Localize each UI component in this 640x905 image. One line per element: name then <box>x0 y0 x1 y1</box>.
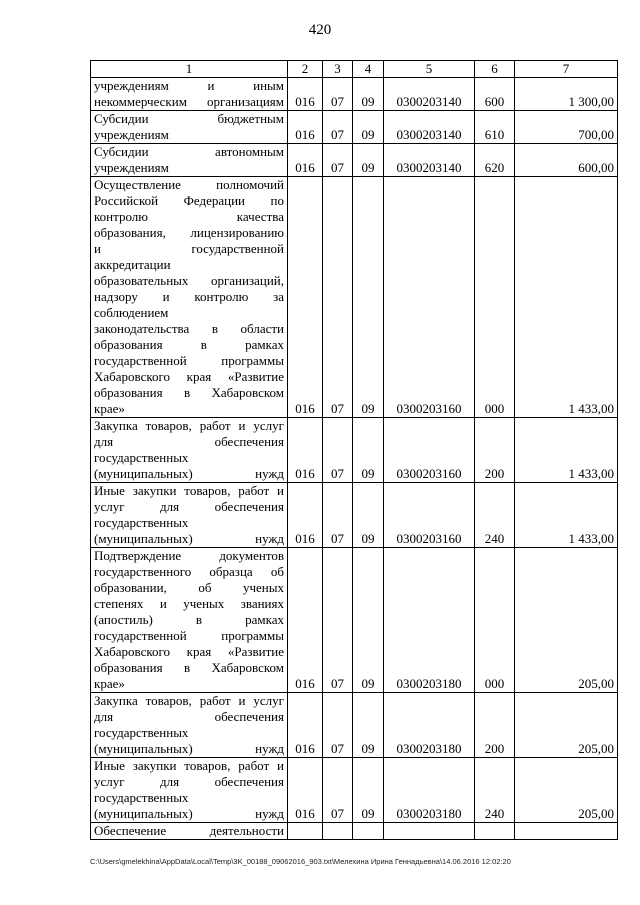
table-row <box>91 548 618 693</box>
row-description <box>91 177 288 418</box>
table-row <box>91 483 618 548</box>
section-code: 07 <box>323 144 353 177</box>
description-line: для обеспечения <box>94 709 284 724</box>
description-line: Осуществление полномочий <box>94 177 284 192</box>
file-path-footer: C:\Users\gmelekhina\AppData\Local\Temp\3K_00188_09062016_903.txt\Мелехина Ирина Геннадьевна\14.06.2016 12:02:20 <box>90 857 511 866</box>
amount: 205,00 <box>515 548 618 693</box>
amount: 1 433,00 <box>515 483 618 548</box>
ministry-code: 016 <box>288 483 323 548</box>
description-line: образовательных организаций, <box>94 273 284 288</box>
description-line: (апостиль) в рамках <box>94 612 284 627</box>
target-article-code: 0300203160 <box>384 177 475 418</box>
table-row <box>91 758 618 823</box>
budget-table <box>90 60 618 840</box>
ministry-code: 016 <box>288 693 323 758</box>
description-line: аккредитации <box>94 257 171 272</box>
description-line: Российской Федерации по <box>94 193 284 208</box>
row-description <box>91 78 288 111</box>
ministry-code: 016 <box>288 111 323 144</box>
target-article-code <box>384 823 475 840</box>
section-code: 07 <box>323 111 353 144</box>
description-line: контролю качества <box>94 209 284 224</box>
column-header-1: 1 <box>91 61 288 78</box>
page-number: 420 <box>308 22 332 38</box>
description-line: услуг для обеспечения <box>94 774 284 789</box>
description-line: учреждениям <box>94 127 169 142</box>
description-line: Обеспечение деятельности <box>94 823 284 838</box>
ministry-code: 016 <box>288 144 323 177</box>
column-header-2: 2 <box>288 61 323 78</box>
subsection-code: 09 <box>353 177 384 418</box>
ministry-code: 016 <box>288 78 323 111</box>
description-line: государственной программы <box>94 353 284 368</box>
row-description <box>91 823 288 840</box>
row-description <box>91 144 288 177</box>
description-line: Субсидии бюджетным <box>94 111 284 126</box>
target-article-code: 0300203180 <box>384 548 475 693</box>
row-description <box>91 483 288 548</box>
expense-type-code: 240 <box>475 483 515 548</box>
description-line: образования в Хабаровском <box>94 660 284 675</box>
expense-type-code: 610 <box>475 111 515 144</box>
description-line: (муниципальных) нужд <box>94 741 284 756</box>
column-header-4: 4 <box>353 61 384 78</box>
description-line: образовании, об ученых <box>94 580 284 595</box>
table-row <box>91 823 618 840</box>
target-article-code: 0300203180 <box>384 693 475 758</box>
expense-type-code: 000 <box>475 548 515 693</box>
subsection-code: 09 <box>353 693 384 758</box>
target-article-code: 0300203140 <box>384 144 475 177</box>
description-line: государственной программы <box>94 628 284 643</box>
section-code: 07 <box>323 78 353 111</box>
target-article-code: 0300203140 <box>384 78 475 111</box>
section-code: 07 <box>323 177 353 418</box>
row-description <box>91 111 288 144</box>
table-row <box>91 418 618 483</box>
amount: 600,00 <box>515 144 618 177</box>
description-line: некоммерческим организациям <box>94 94 284 109</box>
row-description <box>91 418 288 483</box>
amount: 205,00 <box>515 693 618 758</box>
table-row <box>91 111 618 144</box>
description-line: Субсидии автономным <box>94 144 284 159</box>
subsection-code: 09 <box>353 144 384 177</box>
description-line: (муниципальных) нужд <box>94 466 284 481</box>
expense-type-code: 620 <box>475 144 515 177</box>
description-line: крае» <box>94 676 125 691</box>
description-line: государственного образца об <box>94 564 284 579</box>
description-line: Хабаровского края «Развитие <box>94 644 284 659</box>
ministry-code <box>288 823 323 840</box>
amount: 700,00 <box>515 111 618 144</box>
subsection-code: 09 <box>353 548 384 693</box>
table-row <box>91 78 618 111</box>
section-code: 07 <box>323 548 353 693</box>
description-line: государственных <box>94 790 189 805</box>
section-code: 07 <box>323 758 353 823</box>
section-code: 07 <box>323 693 353 758</box>
table-row <box>91 693 618 758</box>
row-description <box>91 758 288 823</box>
ministry-code: 016 <box>288 758 323 823</box>
description-line: Подтверждение документов <box>94 548 284 563</box>
description-line: и государственной <box>94 241 284 256</box>
section-code: 07 <box>323 418 353 483</box>
subsection-code: 09 <box>353 418 384 483</box>
subsection-code: 09 <box>353 111 384 144</box>
ministry-code: 016 <box>288 548 323 693</box>
expense-type-code <box>475 823 515 840</box>
description-line: (муниципальных) нужд <box>94 531 284 546</box>
description-line: Закупка товаров, работ и услуг <box>94 693 284 708</box>
description-line: услуг для обеспечения <box>94 499 284 514</box>
amount: 1 433,00 <box>515 177 618 418</box>
row-description <box>91 548 288 693</box>
row-description <box>91 693 288 758</box>
subsection-code <box>353 823 384 840</box>
description-line: Закупка товаров, работ и услуг <box>94 418 284 433</box>
description-line: Иные закупки товаров, работ и <box>94 483 284 498</box>
amount: 1 300,00 <box>515 78 618 111</box>
amount <box>515 823 618 840</box>
section-code: 07 <box>323 483 353 548</box>
expense-type-code: 200 <box>475 418 515 483</box>
description-line: образования в Хабаровском <box>94 385 284 400</box>
description-line: образования в рамках <box>94 337 284 352</box>
ministry-code: 016 <box>288 177 323 418</box>
description-line: (муниципальных) нужд <box>94 806 284 821</box>
description-line: учреждениям <box>94 160 169 175</box>
target-article-code: 0300203160 <box>384 483 475 548</box>
description-line: государственных <box>94 725 189 740</box>
description-line: государственных <box>94 450 189 465</box>
target-article-code: 0300203180 <box>384 758 475 823</box>
column-header-5: 5 <box>384 61 475 78</box>
subsection-code: 09 <box>353 78 384 111</box>
description-line: крае» <box>94 401 125 416</box>
description-line: Хабаровского края «Развитие <box>94 369 284 384</box>
description-line: степенях и ученых званиях <box>94 596 284 611</box>
table-header-row <box>91 61 618 78</box>
table-row <box>91 177 618 418</box>
column-header-3: 3 <box>323 61 353 78</box>
subsection-code: 09 <box>353 483 384 548</box>
table-row <box>91 144 618 177</box>
column-header-6: 6 <box>475 61 515 78</box>
table-body <box>91 78 618 840</box>
description-line: государственных <box>94 515 189 530</box>
amount: 1 433,00 <box>515 418 618 483</box>
ministry-code: 016 <box>288 418 323 483</box>
description-line: образования, лицензированию <box>94 225 284 240</box>
subsection-code: 09 <box>353 758 384 823</box>
description-line: надзору и контролю за <box>94 289 284 304</box>
target-article-code: 0300203140 <box>384 111 475 144</box>
expense-type-code: 240 <box>475 758 515 823</box>
expense-type-code: 200 <box>475 693 515 758</box>
description-line: соблюдением <box>94 305 169 320</box>
section-code <box>323 823 353 840</box>
amount: 205,00 <box>515 758 618 823</box>
description-line: законодательства в области <box>94 321 284 336</box>
expense-type-code: 600 <box>475 78 515 111</box>
description-line: Иные закупки товаров, работ и <box>94 758 284 773</box>
target-article-code: 0300203160 <box>384 418 475 483</box>
description-line: для обеспечения <box>94 434 284 449</box>
description-line: учреждениям и иным <box>94 78 284 93</box>
expense-type-code: 000 <box>475 177 515 418</box>
column-header-7: 7 <box>515 61 618 78</box>
